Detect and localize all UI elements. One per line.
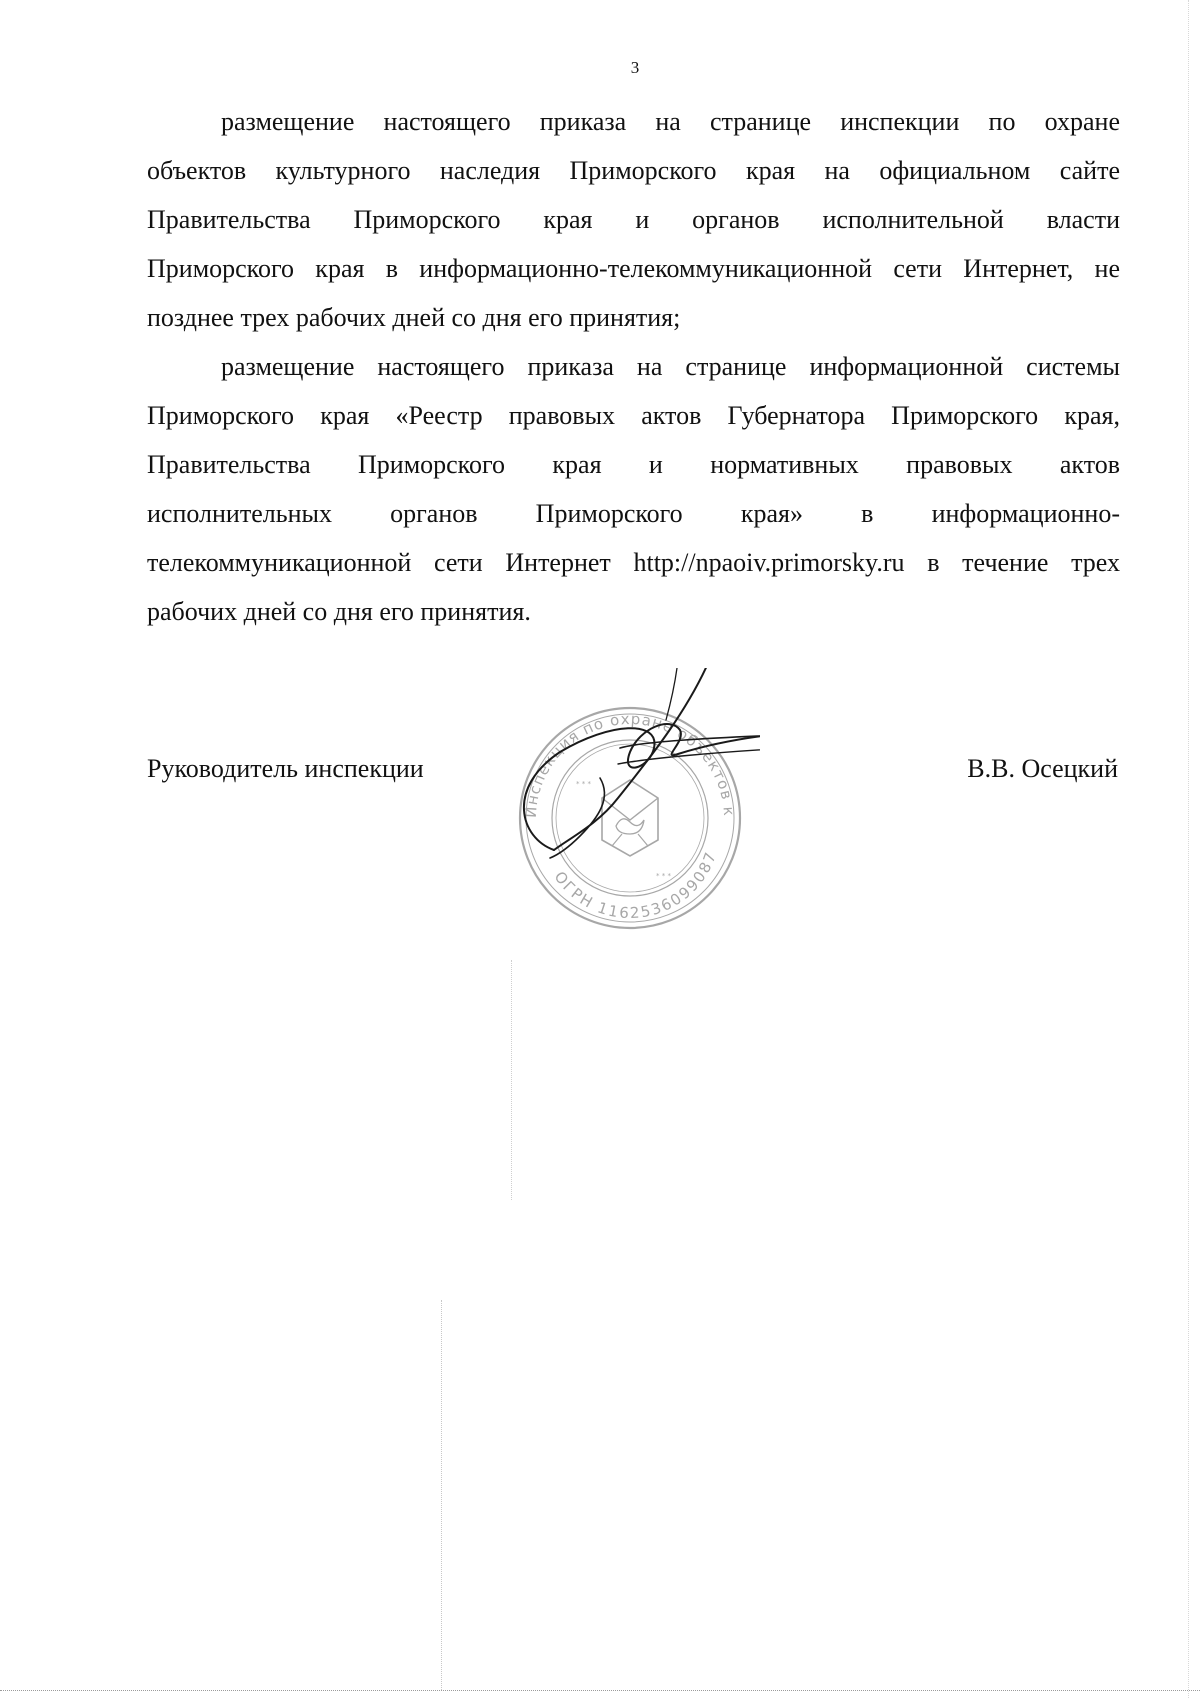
official-stamp-with-signature	[500, 668, 760, 968]
scan-edge-right	[1188, 0, 1190, 1698]
text-line: исполнительных органов Приморского края» в информационно-	[147, 499, 1120, 528]
page-number: 3	[630, 58, 640, 77]
paragraph-1	[147, 97, 1120, 342]
scan-edge-bottom	[0, 1690, 1200, 1693]
text-line: Правительства Приморского края и нормативных правовых актов	[147, 450, 1120, 479]
stamp-seal-icon	[500, 668, 760, 968]
svg-text:* * *: * * *	[656, 872, 671, 880]
text-line: Приморского края в информационно-телекоммуникационной сети Интернет, не	[147, 254, 1120, 283]
text-line: Приморского края «Реестр правовых актов Губернатора Приморского края,	[147, 401, 1120, 430]
signatory-position: Руководитель инспекции	[147, 754, 424, 783]
scan-artifact-line	[441, 1300, 442, 1690]
text-line: размещение настоящего приказа на странице информационной системы	[221, 352, 1120, 381]
text-line: объектов культурного наследия Приморского края на официальном сайте	[147, 156, 1120, 185]
text-line: рабочих дней со дня его принятия.	[147, 597, 531, 626]
stamp-outer-text: Инспекция по охране объектов к	[521, 709, 739, 819]
text-line: размещение настоящего приказа на странице инспекции по охране	[221, 107, 1120, 136]
stamp-ogrn-text: ОГРН 1162536099087	[550, 848, 721, 923]
paragraph-2	[147, 342, 1120, 636]
svg-text:ОГРН 1162536099087	[551, 848, 721, 922]
text-line: позднее трех рабочих дней со дня его принятия;	[147, 303, 681, 332]
text-line: телекоммуникационной сети Интернет http://npaoiv.primorsky.ru в течение трех	[147, 548, 1120, 577]
document-body	[147, 97, 1120, 636]
text-line: Правительства Приморского края и органов исполнительной власти	[147, 205, 1120, 234]
svg-text:* * *: * * *	[576, 780, 591, 788]
signatory-name: В.В. Осецкий	[967, 754, 1118, 783]
scan-artifact-line	[511, 960, 512, 1200]
